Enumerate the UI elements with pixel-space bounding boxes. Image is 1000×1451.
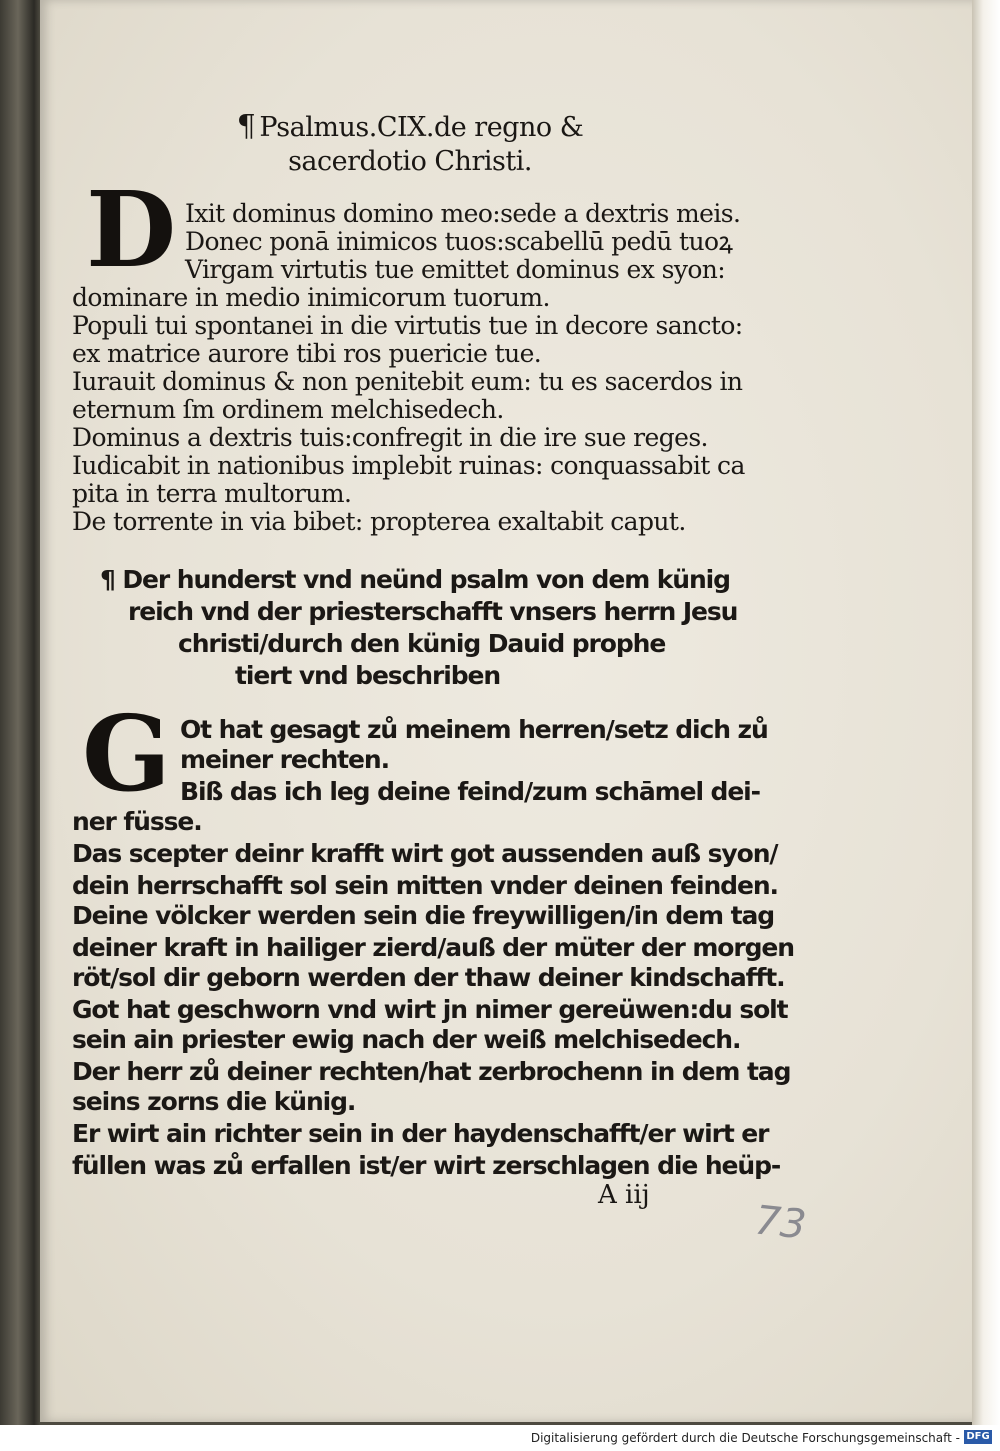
german-heading-line: christi/durch den künig Dauid prophe [178,629,666,658]
latin-heading-line-1: ¶ Psalmus.CIX.de regno & [236,109,584,144]
german-line: Got hat geschworn vnd wirt jn nimer gereüwen:du solt [72,995,788,1024]
latin-line: Donec ponā inimicos tuos:scabellū pedū tuoꝝ [185,227,733,256]
german-drop-cap: G [82,692,171,815]
german-line: Er wirt ain richter sein in der haydenschafft/er wirt er [72,1119,769,1148]
latin-heading-line-2: sacerdotio Christi. [288,146,532,177]
footer-text: Digitalisierung gefördert durch die Deutsche Forschungsgemeinschaft - [530,1431,960,1445]
german-line: Deine völcker werden sein die freywilligen/in dem tag [72,901,775,930]
german-line: Der herr zů deiner rechten/hat zerbrochenn in dem tag [72,1057,791,1086]
german-line: füllen was zů erfallen ist/er wirt zerschlagen die heüp- [72,1151,781,1180]
latin-line: pita in terra multorum. [72,479,352,508]
latin-line: dominare in medio inimicorum tuorum. [72,283,550,312]
german-line: ner füsse. [72,807,202,836]
german-heading-line: reich vnd der priesterschafft vnsers herrn Jesu [128,597,738,626]
german-heading-line: tiert vnd beschriben [235,661,501,690]
german-line: seins zorns die künig. [72,1087,356,1116]
latin-line: eternum ſm ordinem melchisedech. [72,395,504,424]
latin-drop-cap: D [86,168,177,291]
german-line: sein ain priester ewig nach der weiß melchisedech. [72,1025,741,1054]
german-line: Das scepter deinr krafft wirt got aussenden auß syon/ [72,839,778,868]
signature-mark: A iij [598,1180,650,1210]
german-line: röt/sol dir geborn werden der thaw deiner kindschafft. [72,963,785,992]
german-line: dein herrschafft sol sein mitten vnder deinen feinden. [72,871,778,900]
dfg-logo-icon: DFG [964,1430,992,1444]
german-line: Biß das ich leg deine feind/zum schāmel dei- [180,777,760,806]
latin-line: ex matrice aurore tibi ros puericie tue. [72,339,542,368]
page-edge [972,0,1000,1425]
latin-line: Populi tui spontanei in die virtutis tue in decore sancto: [72,311,743,340]
latin-line: De torrente in via bibet: propterea exaltabit caput. [72,507,686,536]
latin-line: Virgam virtutis tue emittet dominus ex syon: [185,255,726,284]
german-line: Ot hat gesagt zů meinem herren/setz dich zů [180,715,768,744]
page-number: 73 [752,1197,809,1249]
paragraph-mark-icon: ¶ [236,109,256,144]
latin-line: Iurauit dominus & non penitebit eum: tu es sacerdos in [72,367,743,396]
german-heading-line: ¶ Der hunderst vnd neünd psalm von dem künig [100,565,730,594]
latin-heading [200,110,620,179]
latin-line: Ixit dominus domino meo:sede a dextris meis. [185,199,741,228]
german-line: deiner kraft in hailiger zierd/auß der müter der morgen [72,933,794,962]
latin-line: Iudicabit in nationibus implebit ruinas: conquassabit ca [72,451,745,480]
latin-line: Dominus a dextris tuis:confregit in die ire sue reges. [72,423,708,452]
german-line: meiner rechten. [180,745,389,774]
footer-bar [0,1425,1000,1451]
